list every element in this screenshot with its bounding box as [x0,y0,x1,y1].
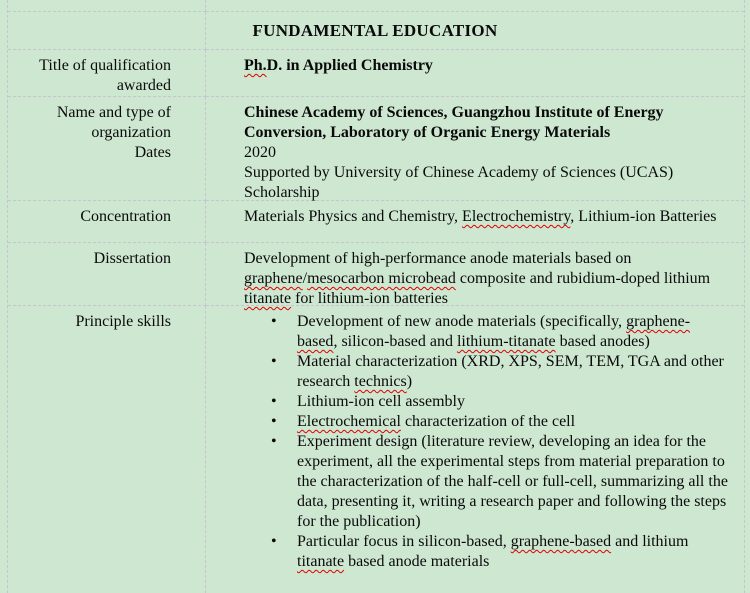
header-cell-left [8,12,206,50]
text-run: and lithium [611,533,689,550]
label-text: Concentration [80,208,171,225]
row-value-skills [206,306,744,593]
spacer-cell-left [8,0,206,12]
misspelled-text: technics [354,373,407,390]
row-value-dissertation [206,243,744,306]
text-run: / [302,270,308,287]
label-text: Principle skills [75,313,171,330]
row-value-concentration [206,201,744,243]
misspelled-text: graphene-based [510,533,612,550]
text-run: Lithium-ion cell assembly [297,393,465,410]
organization-date: 2020 [244,144,276,161]
organization-name [244,103,730,143]
text-run: , Lithium-ion Batteries [570,208,717,225]
text-run: composite and rubidium-doped lithium [455,270,711,287]
misspelled-text: lithium-titanate [456,333,556,350]
skill-item [297,312,730,352]
row-label-skills [8,306,206,593]
text-run: characterization of the cell [400,413,576,430]
text-run: Material characterization (XRD, XPS, SEM, TEM, TGA and other research [297,353,724,390]
text-run: Particular focus in silicon-based, [297,533,511,550]
skill-item [297,392,730,412]
misspelled-text: Ph. [244,57,267,74]
concentration-text [244,207,730,227]
misspelled-text: graphene-based [297,313,691,350]
label-text: Dissertation [93,250,171,267]
row-value-qualification [206,50,744,97]
skill-item [297,532,730,572]
text-run: Experiment design (literature review, developing an idea for the experiment, all the experimental steps from material preparation to the characterization of the half-cell or full-cell, summarizing all the data, presenting it, writing a research paper and following the steps for the publication) [297,433,728,530]
text-run: ) [406,373,413,390]
misspelled-text: mesocarbon microbead [307,270,456,287]
misspelled-text: Electrochemistry [462,208,571,225]
section-title-cell [206,12,744,50]
organization-support: Supported by University of Chinese Academy of Sciences (UCAS) Scholarship [244,164,674,201]
skill-item [297,432,730,532]
label-organization: Name and type of organization [56,104,171,141]
text-run: based anodes) [555,333,650,350]
text-run: Development of high-performance anode materials based on [244,250,632,267]
education-table [7,0,745,593]
skill-item [297,352,730,392]
row-label-concentration [8,201,206,243]
text-run: based anode materials [344,553,490,570]
text-run: D. in Applied Chemistry [266,57,433,74]
section-title: FUNDAMENTAL EDUCATION [252,20,498,40]
misspelled-text: graphene [244,270,303,287]
row-label-qualification [8,50,206,97]
row-value-organization [206,97,744,201]
qualification-text [244,56,730,76]
label-dates: Dates [134,144,171,161]
text-run: Materials Physics and Chemistry, [244,208,463,225]
text-run: Development of new anode materials (specifically, [297,313,627,330]
spacer-cell-right [206,0,744,12]
row-label-dissertation [8,243,206,306]
misspelled-text: titanate [244,290,292,307]
skill-item [297,412,730,432]
misspelled-text: titanate [297,553,345,570]
row-label-organization [8,97,206,201]
text-run: , silicon-based and [333,333,457,350]
misspelled-text: Electrochemical [297,413,401,430]
skills-list [244,312,730,572]
dissertation-text [244,249,730,309]
text-run: Chinese Academy of Sciences, Guangzhou Institute of Energy Conversion, Laboratory of Organic Energy Materials [244,104,664,141]
label-text: Title of qualification awarded [39,57,171,94]
text-run: for lithium-ion batteries [291,290,448,307]
